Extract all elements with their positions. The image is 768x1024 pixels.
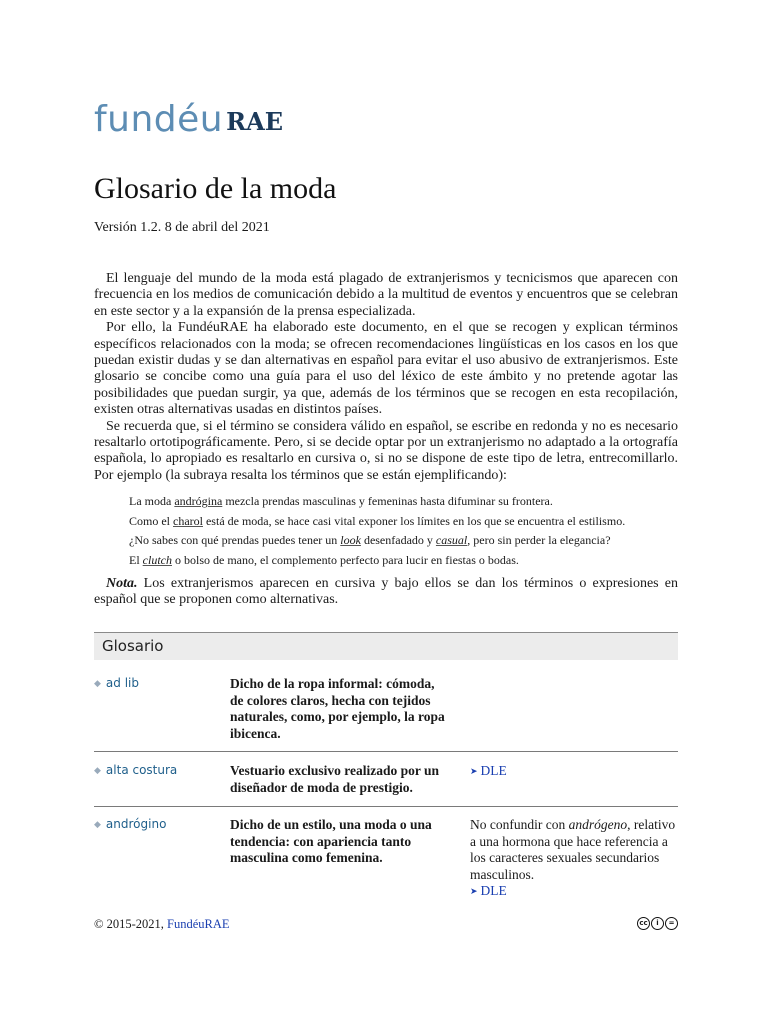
diamond-bullet-icon: ◆ <box>94 766 101 776</box>
glossary-definition: Vestuario exclusivo realizado por un diseñador de moda de prestigio. <box>230 763 440 795</box>
glossary-note <box>470 763 678 781</box>
fundeurae-logo <box>94 96 283 138</box>
glossary-definition: Dicho de un estilo, una moda o una tendencia: con apariencia tanto masculina como femenina. <box>230 817 432 865</box>
glossary-term[interactable]: ◆ alta costura <box>94 763 178 777</box>
logo-fundeu-text: fundéu <box>94 99 224 140</box>
footer <box>94 917 678 932</box>
glosario-section-header <box>94 632 678 660</box>
arrow-right-icon: ➤ <box>470 886 478 896</box>
intro-paragraph-3: Se recuerda que, si el término se considera válido en español, se escribe en redonda y no es necesario resaltarlo ortotipográficamente. Pero, si se decide optar por un extranjerismo no adaptado a la ortografía española, lo apropiado es resaltarlo en cursiva o, si no se dispone de este tipo de letra, entrecomillarlo. Por ejemplo (la subraya resalta los términos que se están ejemplificando): <box>94 418 678 483</box>
intro-section <box>94 271 678 609</box>
version-line: Versión 1.2. 8 de abril del 2021 <box>94 220 270 235</box>
example-3: ¿No sabes con qué prendas puedes tener un look desenfadado y casual, pero sin perder la elegancia? <box>129 533 611 548</box>
example-term: charol <box>173 513 203 528</box>
examples-list <box>129 492 678 570</box>
example-term: look <box>340 533 361 548</box>
glossary-entry <box>94 763 678 807</box>
nota-label: Nota. <box>106 575 138 591</box>
example-term: clutch <box>142 552 172 567</box>
nota-paragraph: Nota. Los extranjerismos aparecen en cursiva y bajo ellos se dan los términos o expresiones en español que se proponen como alternativas. <box>94 575 678 608</box>
example-1: La moda andrógina mezcla prendas masculinas y femeninas hasta difuminar su frontera. <box>129 494 553 509</box>
example-term: andrógina <box>174 494 223 509</box>
glossary-entry <box>94 817 678 901</box>
cc-icon: cc <box>637 917 650 930</box>
glossary-note: No confundir con andrógeno, relativo a una hormona que hace referencia a los caracteres sexuales secundarios masculinos. ➤ DLE <box>470 817 676 898</box>
glosario-heading: Glosario <box>102 637 164 655</box>
dle-link[interactable]: ➤ DLE <box>470 883 507 898</box>
creative-commons-license[interactable] <box>637 917 678 930</box>
page-title: Glosario de la moda <box>94 172 337 205</box>
example-2: Como el charol está de moda, se hace casi vital exponer los límites en los que se encuentra el estilismo. <box>129 513 626 528</box>
note-term: andrógeno <box>568 817 628 832</box>
fundeurae-footer-link[interactable]: FundéuRAE <box>167 917 230 931</box>
intro-paragraph-1: El lenguaje del mundo de la moda está plagado de extranjerismos y tecnicismos que aparecen con frecuencia en los medios de comunicación debido a la multitud de eventos y encuentros que se celebran en este sector y a la expansión de la prensa especializada. <box>94 271 678 319</box>
glossary-definition: Dicho de la ropa informal: cómoda, de colores claros, hecha con tejidos naturales, como, por ejemplo, la ropa ibicenca. <box>230 676 445 741</box>
diamond-bullet-icon: ◆ <box>94 679 101 689</box>
intro-paragraph-2: Por ello, la FundéuRAE ha elaborado este documento, en el que se recogen y explican términos específicos relacionados con la moda; se ofrecen recomendaciones lingüísticas en los casos en los que puedan existir dudas y se dan alternativas en español para evitar el uso abusivo de extranjerismos. Este glosario se concibe como una guía para el uso del léxico de este ámbito y no pretende agotar las posibilidades que puedan surgir, ya que, además de los términos que se recogen en esta recopilación, existen otras alternativas usadas en distintos países. <box>94 320 678 418</box>
example-term: casual <box>435 533 468 548</box>
dle-link[interactable]: ➤ DLE <box>470 763 507 778</box>
glossary-entry <box>94 676 678 752</box>
glossary-term[interactable]: ◆ ad lib <box>94 676 139 690</box>
example-4: El clutch o bolso de mano, el complemento perfecto para lucir en fiestas o bodas. <box>129 552 519 567</box>
logo-rae-text: RAE <box>226 107 283 136</box>
glossary-term[interactable]: ◆ andrógino <box>94 817 167 831</box>
cc-nd-icon: = <box>665 917 678 930</box>
cc-by-icon: i <box>651 917 664 930</box>
diamond-bullet-icon: ◆ <box>94 820 101 830</box>
arrow-right-icon: ➤ <box>470 766 478 776</box>
copyright-text: © 2015-2021, <box>94 917 168 931</box>
